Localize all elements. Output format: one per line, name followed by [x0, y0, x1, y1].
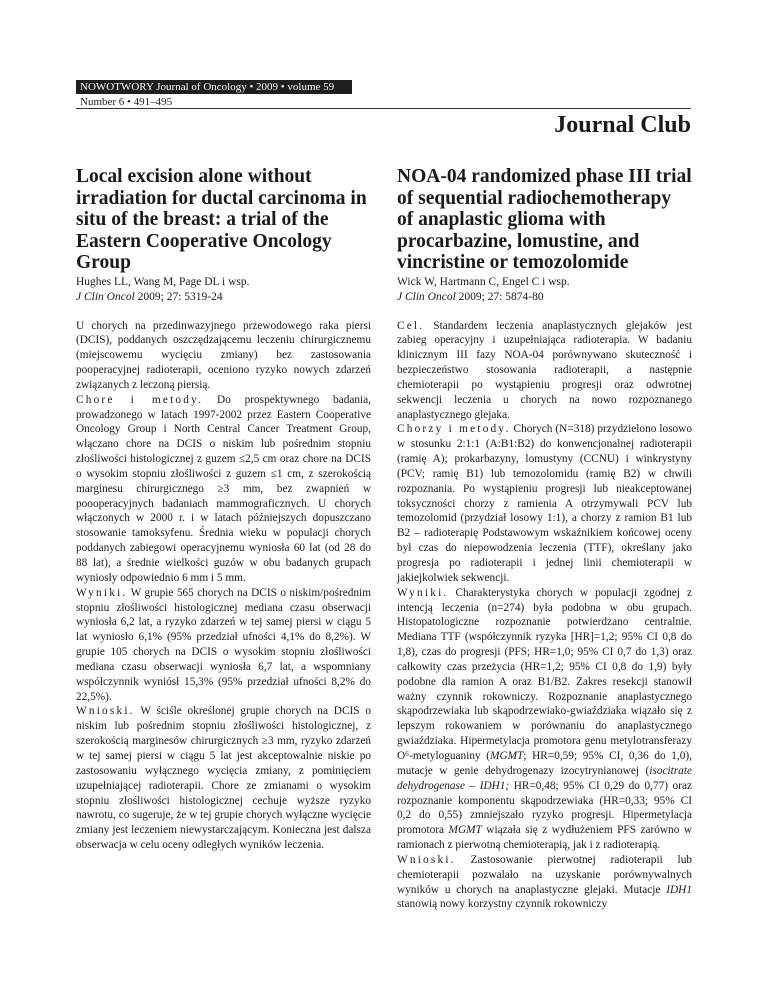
results-text: ; HR=0,59; 95% CI, 0,36 do 1,0), mutacje w genie dehydrogenazy izocytrynianowej ( — [397, 749, 692, 777]
results-lead: Wyniki. — [76, 586, 128, 599]
conclusions-text: W ściśle określonej grupie chorych na DCIS o niskim lub pośrednim stopniu złośliwości histologicznej, z szerokością marginesów chirurgicznych ≥3 mm, ryzyko zdarzeń w tej samej piersi w ciągu 5 lat jest akceptowalnie niskie po zastosowaniu wyłącznego wycięcia zmiany, z pominięciem uzupełniającej radioterapii. Chore ze zmianami o wysokim stopniu złośliwości histologicznej cechuje wyższe ryzyko nawrotu, co sugeruje, że w tej grupie chorych wyłączne wycięcie zmiany jest leczeniem niewystarczającym. Konieczna jest dalsza obserwacja w celu oceny odległych wyników leczenia. — [76, 705, 371, 852]
methods-lead: Chore i metody. — [76, 393, 204, 406]
results-text: W grupie 565 chorych na DCIS o niskim/pośrednim stopniu złośliwości histologicznej mediana czasu obserwacji wyniosła 6,2 lat, a ryzyko zdarzeń w tej samej piersi w ciągu 5 lat wyniosło 6,1% (95% przedział ufności 4,1% do 8,2%). W grupie 105 chorych na DCIS o wysokim stopniu złośliwości mediana czasu obserwacji wyniosła 6,7 lat, a wspomniany współczynnik wyniósł 15,3% (95% przedział ufności 8,2% do 22,5%). — [76, 586, 371, 703]
results-text: HR=0,48; 95% CI 0,29 do 0,77) oraz rozpoznanie komponentu skąpodrzewiaka (HR=0,33; 95% CI 0,2 do 0,55) zmniejszało ryzyko progresji. Hipermetylacja promotora — [397, 779, 692, 837]
conclusions-paragraph — [397, 853, 692, 912]
results-lead: Wyniki. — [397, 586, 449, 599]
article-left — [76, 166, 371, 853]
results-text: wiązała się z wydłużeniem PFS zarówno w ramionach z pierwotną chemioterapią, jak i z radioterapią. — [397, 824, 692, 852]
gene-idh1: IDH1 — [666, 883, 692, 896]
header-rule — [76, 108, 691, 109]
results-text: Charakterystyka chorych w populacji zgodnej z intencją leczenia (n=274) była podobna w obu grupach. Histopatologiczne rozpoznanie potwierdzano centralnie. Mediana TTF (współczynnik ryzyka [HR]=1,2; 95% CI 0,8 do 1,8), czas do progresji (PFS; HR=1,0; 95% CI 0,7 do 1,3) oraz całkowity czas przeżycia (HR=1,2; 95% CI 0,8 do 1,9) były podobne dla ramion A oraz B1/B2. Zakres resekcji stanowił ważny czynnik rokowniczy. Rozpoznanie anaplastycznego skąpodrzewiaka lub skąpodrzewiako-gwiaździaka wiązało się z lepszym rokowaniem w porównaniu do anaplastycznego gwiaździaka. Hipermetylacja promotora genu metylotransferazy O⁶-metyloguaniny ( — [397, 586, 692, 762]
citation-details: 2009; 27: 5874-80 — [455, 290, 544, 303]
journal-bar: NOWOTWORY Journal of Oncology • 2009 • volume 59 — [76, 80, 352, 94]
journal-name: J Clin Oncol — [76, 290, 135, 303]
article-right — [397, 166, 692, 912]
article-title: NOA-04 randomized phase III trial of sequential radiochemotherapy of anaplastic glioma with procarbazine, lomustine, and vincristine or temozolomide — [397, 166, 692, 273]
conclusions-lead: Wnioski. — [397, 853, 456, 866]
gene-idh1-name: isocitrate dehydrogenase – IDH1; — [397, 764, 692, 792]
gene-mgmt: MGMT — [490, 749, 524, 762]
methods-paragraph — [397, 422, 692, 585]
issue-line: Number 6 • 491–495 — [80, 96, 173, 108]
article-citation — [397, 290, 692, 305]
section-title: Journal Club — [554, 112, 691, 138]
results-paragraph — [397, 586, 692, 853]
article-authors: Hughes LL, Wang M, Page DL i wsp. — [76, 275, 250, 288]
article-body — [76, 319, 371, 853]
journal-name: J Clin Oncol — [397, 290, 456, 303]
article-title: Local excision alone without irradiation for ductal carcinoma in situ of the breast: a trial of the Eastern Cooperative Oncology Group — [76, 166, 367, 273]
aim-paragraph — [397, 319, 692, 423]
article-body — [397, 319, 692, 913]
methods-text: Do prospektywnego badania, prowadzonego w latach 1997-2002 przez Eastern Cooperative Oncology Group i North Central Cancer Treatment Group, włączano chore na DCIS o niskim lub pośrednim stopniu złośliwości histologicznej z guzem ≤2,5 cm oraz chore na DCIS o wysokim stopniu złośliwości z guzem ≤1 cm, z szerokością marginesu chirurgicznego ≥3 mm, bez zwapnień w poooperacyjnych badaniach mammograficznych. U chorych włączonych w 2000 r. i w latach późniejszych dopuszczano stosowanie tamoksyfenu. Średnia wieku w populacji chorych poddanych zabiegowi operacyjnemu wyniosła 60 lat (od 28 do 88 lat), a średnie wielkości guzów w obu badanych grupach wyniosły odpowiednio 6 mm i 5 mm. — [76, 393, 371, 584]
article-authors: Wick W, Hartmann C, Engel C i wsp. — [397, 275, 570, 288]
conclusions-paragraph — [76, 704, 371, 852]
conclusions-lead: Wnioski. — [76, 705, 135, 718]
methods-lead: Chorzy i metody. — [397, 423, 511, 436]
gene-mgmt: MGMT — [448, 824, 482, 837]
methods-text: Chorych (N=318) przydzielono losowo w stosunku 2:1:1 (A:B1:B2) do konwencjonalnej radioterapii (ramię A); prokarbazyny, lomustyny (CCNU) i winkrystyny (PCV; ramię B1) lub temozolomidu (ramię B2) w chwili rozpoznania. Po wystąpieniu progresji lub nieakceptowanej toksyczności chorzy z ramienia A otrzymywali PCV lub temozolomid (przydział losowy 1:1), a chorzy z ramion B1 lub B2 – radioterapię Podstawowym wskaźnikiem końcowej oceny był czas do niepowodzenia leczenia (TTF), określany jako progresja po radioterapii i jednej linii chemioterapii w jakiejkolwiek sekwencji. — [397, 423, 692, 584]
citation-details: 2009; 27: 5319-24 — [134, 290, 223, 303]
intro-paragraph: U chorych na przedinwazyjnego przewodowego raka piersi (DCIS), poddanych oszczędzającemu leczeniu chirurgicznemu (miejscowemu wycięciu zmiany) bez zastosowania pooperacyjnej radioterapii, oceniono ryzyko nowych zdarzeń związanych z leczoną piersią. — [76, 319, 371, 391]
conclusions-text: stanowią nowy korzystny czynnik rokowniczy — [397, 898, 608, 911]
conclusions-text: Zastosowanie pierwotnej radioterapii lub chemioterapii pozwalało na uzyskanie porównywalnych wyników u chorych na anaplastyczne glejaki. Mutacje — [397, 853, 692, 896]
methods-paragraph — [76, 393, 371, 586]
aim-lead: Cel. — [397, 319, 425, 332]
aim-text: Standardem leczenia anaplastycznych glejaków jest zabieg operacyjny i uzupełniająca radioterapia. W badaniu klinicznym III fazy NOA-04 porównywano skuteczność i bezpieczeństwo stosowania radioterapii, a następnie chemioterapii po wystąpieniu progresji oraz odwrotnej sekwencji leczenia u chorych na nowo rozpoznanego anaplastycznego glejaka. — [397, 319, 692, 421]
results-paragraph — [76, 586, 371, 705]
article-citation — [76, 290, 371, 305]
journal-header — [76, 80, 352, 110]
